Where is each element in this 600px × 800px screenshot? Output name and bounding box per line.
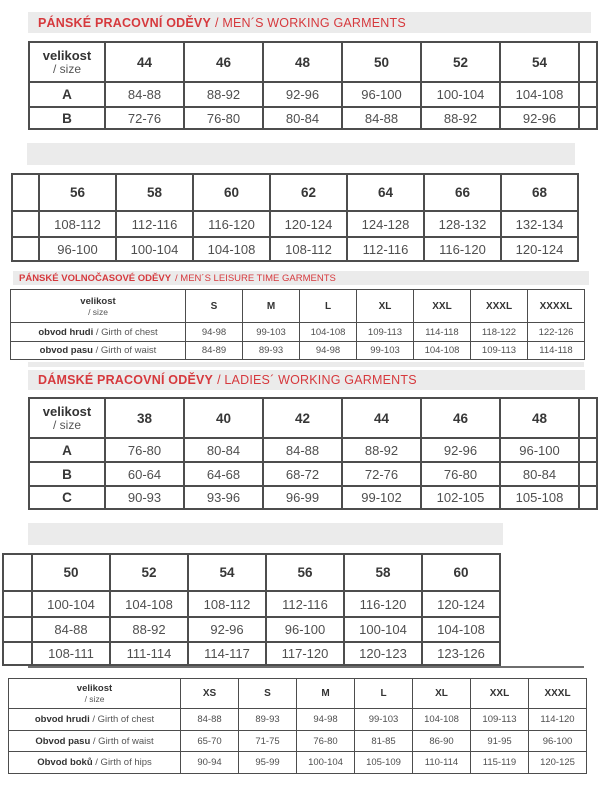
- value-cell: 89-93: [243, 342, 300, 360]
- row-label-cz: Obvod boků: [37, 757, 93, 768]
- size-header: 46: [184, 42, 263, 82]
- value-cell: 96-100: [266, 617, 344, 642]
- clipped-cell: [579, 398, 597, 438]
- value-cell: 92-96: [263, 82, 342, 107]
- size-header: XXL: [471, 679, 529, 709]
- size-header: 40: [184, 398, 263, 438]
- row-label: [9, 752, 181, 774]
- size-header: XXXXL: [528, 290, 585, 323]
- value-cell: 109-113: [357, 323, 414, 342]
- clipped-cell: [12, 174, 39, 211]
- value-cell: 96-99: [263, 486, 342, 509]
- value-cell: 132-134: [501, 211, 578, 237]
- row-label: A: [29, 438, 105, 462]
- size-header: M: [243, 290, 300, 323]
- value-cell: 108-112: [270, 237, 347, 261]
- size-header: 44: [105, 42, 184, 82]
- value-cell: 102-105: [421, 486, 500, 509]
- value-cell: 96-100: [500, 438, 579, 462]
- section-title-en: / MEN´S WORKING GARMENTS: [214, 15, 406, 30]
- value-cell: 117-120: [266, 642, 344, 665]
- size-header: 68: [501, 174, 578, 211]
- header-row: [9, 679, 587, 709]
- separator-bar: [27, 143, 575, 165]
- measure-row-B: [12, 237, 578, 261]
- size-header: 48: [263, 42, 342, 82]
- value-cell: 108-112: [39, 211, 116, 237]
- value-cell: 100-104: [344, 617, 422, 642]
- measure-row-A: [12, 211, 578, 237]
- header-row: [29, 398, 597, 438]
- value-cell: 100-104: [32, 591, 110, 617]
- value-cell: 92-96: [188, 617, 266, 642]
- value-cell: 72-76: [342, 462, 421, 486]
- value-cell: 115-119: [471, 752, 529, 774]
- divider-line: [28, 666, 584, 668]
- size-header: 50: [342, 42, 421, 82]
- value-cell: 76-80: [421, 462, 500, 486]
- row-label-en: / Girth of waist: [92, 345, 157, 356]
- value-cell: 100-104: [116, 237, 193, 261]
- value-cell: 109-113: [471, 709, 529, 731]
- mens-working-table-sizes-56-68: [11, 173, 579, 262]
- value-cell: 104-108: [300, 323, 357, 342]
- value-cell: 89-93: [239, 709, 297, 731]
- section-title-en: / MEN´S LEISURE TIME GARMENTS: [175, 272, 336, 284]
- corner-cell: [29, 42, 105, 82]
- value-cell: 94-98: [186, 323, 243, 342]
- measure-row-C: [29, 486, 597, 509]
- row-label: A: [29, 82, 105, 107]
- value-cell: 84-88: [263, 438, 342, 462]
- size-header: 50: [32, 554, 110, 591]
- row-label: C: [29, 486, 105, 509]
- clipped-cell: [579, 42, 597, 82]
- value-cell: 96-100: [529, 731, 587, 752]
- value-cell: 60-64: [105, 462, 184, 486]
- row-label: [11, 323, 186, 342]
- value-cell: 94-98: [300, 342, 357, 360]
- value-cell: 120-124: [501, 237, 578, 261]
- corner-cell: [29, 398, 105, 438]
- value-cell: 64-68: [184, 462, 263, 486]
- value-cell: 116-120: [193, 211, 270, 237]
- value-cell: 104-108: [414, 342, 471, 360]
- mens-leisure-table: [10, 289, 585, 360]
- measure-row-B: [29, 107, 597, 129]
- value-cell: 88-92: [421, 107, 500, 129]
- value-cell: 80-84: [184, 438, 263, 462]
- value-cell: 88-92: [342, 438, 421, 462]
- value-cell: 76-80: [297, 731, 355, 752]
- value-cell: 88-92: [184, 82, 263, 107]
- size-header: 56: [39, 174, 116, 211]
- value-cell: 109-113: [471, 342, 528, 360]
- corner-label-en: / size: [52, 418, 81, 432]
- value-cell: 91-95: [471, 731, 529, 752]
- value-cell: 92-96: [500, 107, 579, 129]
- size-header: XXXL: [529, 679, 587, 709]
- clipped-cell: [579, 462, 597, 486]
- value-cell: 112-116: [266, 591, 344, 617]
- measure-row-C: [3, 642, 500, 665]
- section-title-en: / LADIES´ WORKING GARMENTS: [217, 373, 417, 387]
- corner-label-en: / size: [52, 62, 81, 76]
- size-header: S: [239, 679, 297, 709]
- value-cell: 84-88: [105, 82, 184, 107]
- value-cell: 90-93: [105, 486, 184, 509]
- header-row: [11, 290, 585, 323]
- clipped-cell: [3, 554, 32, 591]
- row-label-cz: obvod hrudi: [34, 714, 90, 725]
- section-title-cz: DÁMSKÉ PRACOVNÍ ODĚVY: [38, 373, 214, 387]
- size-header: 58: [344, 554, 422, 591]
- section-title-cz: PÁNSKÉ PRACOVNÍ ODĚVY: [38, 15, 211, 30]
- section-title-cz: PÁNSKÉ VOLNOČASOVÉ ODĚVY: [19, 272, 172, 284]
- value-cell: 92-96: [421, 438, 500, 462]
- separator-strip: [28, 362, 584, 367]
- size-header: 60: [193, 174, 270, 211]
- corner-label-cz: velikost: [42, 404, 92, 419]
- measure-row-A: [3, 591, 500, 617]
- measure-row-A: [29, 438, 597, 462]
- value-cell: 99-102: [342, 486, 421, 509]
- value-cell: 111-114: [110, 642, 188, 665]
- ladies-working-table-sizes-38-48-clip: [28, 397, 599, 513]
- mens-leisure-title-bar: [13, 271, 589, 285]
- girth-of-waist-row: [11, 342, 585, 360]
- value-cell: 120-125: [529, 752, 587, 774]
- measure-row-B: [3, 617, 500, 642]
- row-label: [9, 731, 181, 752]
- value-cell: 124-128: [347, 211, 424, 237]
- value-cell: 116-120: [344, 591, 422, 617]
- corner-cell: [11, 290, 186, 323]
- value-cell: 84-88: [181, 709, 239, 731]
- value-cell: 99-103: [357, 342, 414, 360]
- clipped-cell: [12, 237, 39, 261]
- value-cell: 84-88: [342, 107, 421, 129]
- size-header: 54: [188, 554, 266, 591]
- value-cell: 96-100: [39, 237, 116, 261]
- size-header: XXL: [414, 290, 471, 323]
- size-header: 48: [500, 398, 579, 438]
- size-header: XL: [357, 290, 414, 323]
- value-cell: 120-123: [344, 642, 422, 665]
- value-cell: 116-120: [424, 237, 501, 261]
- value-cell: 100-104: [421, 82, 500, 107]
- value-cell: 104-108: [413, 709, 471, 731]
- value-cell: 72-76: [105, 107, 184, 129]
- value-cell: 95-99: [239, 752, 297, 774]
- value-cell: 112-116: [116, 211, 193, 237]
- value-cell: 104-108: [110, 591, 188, 617]
- value-cell: 93-96: [184, 486, 263, 509]
- girth-of-chest-row: [9, 709, 587, 731]
- row-label-cz: Obvod pasu: [35, 735, 91, 747]
- row-label: B: [29, 107, 105, 129]
- value-cell: 80-84: [263, 107, 342, 129]
- size-header: 56: [266, 554, 344, 591]
- header-row: [3, 554, 500, 591]
- size-header: 52: [421, 42, 500, 82]
- header-row: [29, 42, 597, 82]
- value-cell: 68-72: [263, 462, 342, 486]
- size-header: XXXL: [471, 290, 528, 323]
- size-header: 38: [105, 398, 184, 438]
- value-cell: 104-108: [193, 237, 270, 261]
- corner-cell: [9, 679, 181, 709]
- value-cell: 114-118: [414, 323, 471, 342]
- size-header: L: [355, 679, 413, 709]
- ladies-working-title-bar: [28, 370, 585, 390]
- row-label-cz: obvod hrudi: [38, 326, 94, 338]
- value-cell: 122-126: [528, 323, 585, 342]
- value-cell: 99-103: [355, 709, 413, 731]
- value-cell: 88-92: [110, 617, 188, 642]
- clipped-cell: [3, 642, 32, 665]
- row-label-en: / Girth of chest: [93, 326, 158, 338]
- clipped-cell: [3, 617, 32, 642]
- ladies-working-table-sizes-38-48: [28, 397, 598, 510]
- clipped-cell: [12, 211, 39, 237]
- ladies-measurements-table: [8, 678, 587, 774]
- value-cell: 110-114: [413, 752, 471, 774]
- girth-of-waist-row: [9, 731, 587, 752]
- value-cell: 114-117: [188, 642, 266, 665]
- size-header: M: [297, 679, 355, 709]
- size-header: 46: [421, 398, 500, 438]
- value-cell: 80-84: [500, 462, 579, 486]
- value-cell: 84-89: [186, 342, 243, 360]
- corner-label-cz: velikost: [76, 683, 113, 694]
- value-cell: 118-122: [471, 323, 528, 342]
- value-cell: 84-88: [32, 617, 110, 642]
- row-label-en: / Girth of hips: [92, 757, 152, 768]
- value-cell: 114-118: [528, 342, 585, 360]
- clipped-cell: [579, 82, 597, 107]
- value-cell: 120-124: [422, 591, 500, 617]
- value-cell: 104-108: [422, 617, 500, 642]
- corner-label-cz: velikost: [42, 48, 92, 63]
- value-cell: 65-70: [181, 731, 239, 752]
- value-cell: 108-111: [32, 642, 110, 665]
- value-cell: 100-104: [297, 752, 355, 774]
- size-header: XS: [181, 679, 239, 709]
- girth-of-chest-row: [11, 323, 585, 342]
- corner-label-en: / size: [88, 306, 108, 317]
- girth-of-hips-row: [9, 752, 587, 774]
- corner-label-en: / size: [84, 694, 105, 704]
- value-cell: 105-108: [500, 486, 579, 509]
- value-cell: 81-85: [355, 731, 413, 752]
- size-header: 62: [270, 174, 347, 211]
- row-label-cz: obvod pasu: [39, 345, 93, 356]
- size-header: 60: [422, 554, 500, 591]
- mens-working-table-sizes-44-54: [28, 41, 598, 130]
- measure-row-B: [29, 462, 597, 486]
- value-cell: 90-94: [181, 752, 239, 774]
- value-cell: 76-80: [184, 107, 263, 129]
- clipped-cell: [579, 438, 597, 462]
- row-label-en: / Girth of chest: [89, 714, 155, 725]
- separator-bar: [28, 523, 503, 545]
- value-cell: 104-108: [500, 82, 579, 107]
- value-cell: 112-116: [347, 237, 424, 261]
- value-cell: 120-124: [270, 211, 347, 237]
- clipped-cell: [579, 107, 597, 129]
- value-cell: 105-109: [355, 752, 413, 774]
- value-cell: 76-80: [105, 438, 184, 462]
- clipped-cell: [579, 486, 597, 509]
- size-header: L: [300, 290, 357, 323]
- size-header: 42: [263, 398, 342, 438]
- value-cell: 94-98: [297, 709, 355, 731]
- row-label-en: / Girth of waist: [90, 735, 154, 747]
- size-header: 54: [500, 42, 579, 82]
- measure-row-A: [29, 82, 597, 107]
- size-header: 66: [424, 174, 501, 211]
- clipped-cell: [3, 591, 32, 617]
- size-header: 44: [342, 398, 421, 438]
- size-header: 64: [347, 174, 424, 211]
- mens-working-table-sizes-44-54-clip: [28, 41, 599, 133]
- value-cell: 128-132: [424, 211, 501, 237]
- size-header: XL: [413, 679, 471, 709]
- value-cell: 99-103: [243, 323, 300, 342]
- row-label: [9, 709, 181, 731]
- value-cell: 123-126: [422, 642, 500, 665]
- value-cell: 86-90: [413, 731, 471, 752]
- size-header: 52: [110, 554, 188, 591]
- value-cell: 71-75: [239, 731, 297, 752]
- value-cell: 96-100: [342, 82, 421, 107]
- size-header: S: [186, 290, 243, 323]
- size-header: 58: [116, 174, 193, 211]
- value-cell: 108-112: [188, 591, 266, 617]
- row-label: B: [29, 462, 105, 486]
- corner-label-cz: velikost: [80, 295, 116, 307]
- row-label: [11, 342, 186, 360]
- mens-working-title-bar: [28, 12, 591, 33]
- ladies-working-table-sizes-50-60: [2, 553, 501, 666]
- value-cell: 114-120: [529, 709, 587, 731]
- header-row: [12, 174, 578, 211]
